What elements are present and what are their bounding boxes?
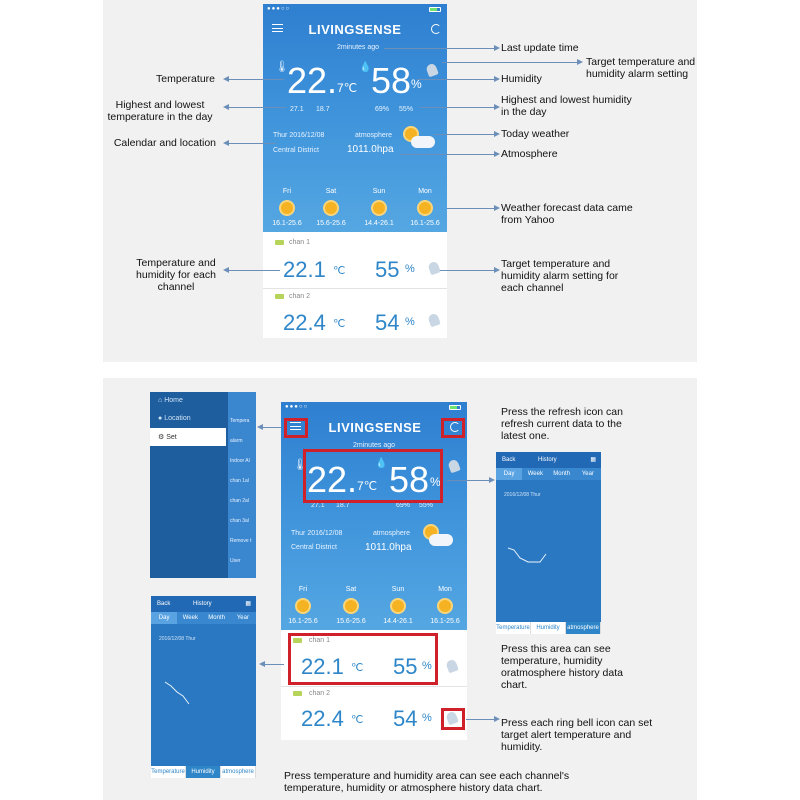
submenu-item[interactable]: chan 3al — [230, 518, 249, 524]
side-menu-item[interactable] — [150, 428, 226, 446]
submenu-item[interactable]: chan 1al — [230, 478, 249, 484]
channel-hum[interactable]: 55 — [393, 654, 418, 679]
channel-temp-unit: ℃ — [351, 662, 364, 674]
atmosphere-label: atmosphere — [373, 530, 410, 537]
brand-title: LIVINGSENSE — [308, 22, 402, 37]
highlight-readings — [303, 449, 443, 503]
tab-day[interactable]: Day — [151, 612, 177, 624]
channel-bell-icon[interactable] — [427, 313, 441, 328]
forecast-day-label: Sun — [391, 586, 405, 593]
calendar-icon[interactable]: ▦ — [590, 457, 596, 463]
arrow-line — [226, 107, 286, 108]
humidity-value[interactable]: 58 — [389, 459, 430, 500]
channel-battery-icon — [275, 240, 284, 245]
forecast-day-label: Sat — [345, 586, 357, 593]
channel-battery-icon — [293, 691, 302, 696]
gear-icon: ⚙ — [158, 434, 167, 441]
forecast-day — [283, 586, 323, 625]
annotation-channel-alarm: Target temperature and humidity alarm setting for each channel — [501, 258, 619, 294]
annotation-calendar: Calendar and location — [113, 137, 216, 149]
annotation-humidity: Humidity — [501, 73, 542, 85]
submenu-item[interactable]: Remove t — [230, 538, 252, 544]
channel-name: chan 2 — [289, 293, 311, 300]
channel-bell-icon[interactable] — [427, 261, 441, 276]
highlight-bell — [441, 708, 465, 730]
channel-battery-icon — [275, 294, 284, 299]
forecast-day — [267, 188, 307, 227]
side-menu-item-label: Location — [164, 415, 191, 422]
annotation-forecast: Weather forecast data came from Yahoo — [501, 202, 633, 226]
arrow-line — [447, 480, 491, 481]
channel-bell-icon[interactable] — [445, 659, 459, 674]
side-menu-item[interactable] — [150, 410, 226, 428]
forecast-range: 15.6-25.6 — [336, 618, 366, 625]
channel-hum-unit: % — [422, 660, 432, 672]
submenu-item[interactable]: Indoor Al — [230, 458, 250, 464]
location-text: Central District — [291, 544, 337, 551]
hum-low: 55% — [399, 106, 414, 113]
divider — [281, 686, 467, 687]
calendar-icon[interactable]: ▦ — [245, 601, 251, 607]
tab-day[interactable]: Day — [496, 468, 522, 480]
channel-hum-unit: % — [405, 316, 415, 328]
arrow-line — [447, 208, 496, 209]
forecast-day-label: Mon — [438, 586, 452, 593]
submenu-item[interactable]: alarm — [230, 438, 243, 444]
atmosphere-value: 1011.0hpa — [365, 542, 412, 553]
arrow-head — [223, 104, 229, 110]
battery-icon — [429, 7, 441, 12]
highlight-refresh — [441, 418, 465, 438]
arrow-line — [400, 154, 496, 155]
arrow-head — [494, 267, 500, 273]
droplet-icon: 💧 — [375, 458, 388, 469]
temperature-unit: 7℃ — [337, 81, 358, 95]
droplet-icon: 💧 — [359, 62, 372, 73]
temperature-value[interactable]: 22. — [307, 459, 358, 500]
forecast-day — [311, 188, 351, 227]
tab-year[interactable]: Year — [581, 471, 594, 477]
channel-hum[interactable]: 55 — [375, 257, 400, 282]
history-line — [165, 682, 189, 704]
cloud-icon — [429, 534, 453, 546]
arrow-head — [489, 477, 495, 483]
history-header — [151, 596, 256, 612]
tab-temperature[interactable]: Temperature — [496, 622, 531, 634]
tab-week[interactable]: Week — [182, 615, 198, 621]
history-line — [508, 548, 546, 562]
annotation-refresh: Press the refresh icon can refresh current data to the latest one. — [501, 406, 623, 442]
channel-hum[interactable]: 54 — [393, 706, 418, 731]
battery-icon — [449, 405, 461, 410]
hum-low: 55% — [419, 502, 434, 509]
brand-title: LIVINGSENSE — [328, 420, 422, 435]
forecast-day — [405, 188, 445, 227]
forecast-day-label: Sun — [372, 188, 386, 195]
arrow-head — [257, 424, 263, 430]
atmosphere-label: atmosphere — [355, 132, 392, 139]
hum-high: 69% — [396, 502, 411, 509]
annotation-atmosphere: Atmosphere — [501, 148, 558, 160]
history-screen-right — [496, 452, 601, 634]
arrow-line — [440, 270, 496, 271]
temp-low: 18.7 — [316, 106, 330, 113]
tab-atmosphere[interactable]: atmosphere — [566, 622, 601, 634]
tab-week[interactable]: Week — [527, 471, 543, 477]
channel-temp[interactable]: 22.4 — [301, 706, 344, 731]
channel-name: chan 1 — [289, 239, 311, 246]
forecast-day-label: Fri — [282, 188, 292, 195]
forecast-range: 16.1-25.6 — [430, 618, 460, 625]
status-bar: ●●●○○ — [285, 404, 309, 410]
history-header — [496, 452, 601, 468]
channel-temp-unit: ℃ — [333, 265, 346, 277]
tab-year[interactable]: Year — [236, 615, 249, 621]
arrow-head — [223, 267, 229, 273]
forecast-range: 14.4-26.1 — [383, 618, 413, 625]
channel-list-top — [263, 232, 447, 338]
channel-hum-unit: % — [405, 263, 415, 275]
atmosphere-value: 1011.0hpa — [347, 144, 394, 155]
menu-icon[interactable] — [272, 24, 283, 32]
arrow-line — [417, 79, 496, 80]
annotation-bell: Press each ring bell icon can set target alert temperature and humidity. — [501, 717, 653, 753]
annotation-temperature: Temperature — [156, 73, 215, 85]
history-bottom-tabs — [151, 766, 256, 778]
arrow-line — [384, 48, 496, 49]
arrow-head — [494, 131, 500, 137]
tab-humidity[interactable]: Humidity — [186, 766, 221, 778]
arrow-head — [494, 76, 500, 82]
annotation-area-history: Press this area can see temperature, humidity oratmosphere history data chart. — [501, 643, 623, 691]
temp-low: 18.7 — [336, 502, 350, 509]
bell-icon[interactable] — [425, 63, 439, 78]
forecast-range: 15.6-25.6 — [316, 220, 346, 227]
tab-temperature[interactable]: Temperature — [151, 766, 186, 778]
history-tabs — [151, 612, 256, 624]
forecast-range: 14.4-26.1 — [364, 220, 394, 227]
side-menu-item-label: Set — [166, 434, 177, 441]
side-submenu — [228, 392, 256, 578]
humidity-unit: % — [411, 77, 422, 91]
channel-temp[interactable]: 22.1 — [283, 257, 326, 282]
channel-name: chan 1 — [309, 637, 331, 644]
channel-name: chan 2 — [309, 690, 331, 697]
thermometer-icon: 🌡 — [293, 459, 307, 471]
back-button[interactable]: Back — [502, 457, 516, 463]
history-date: 2016/12/08 Thur — [159, 636, 196, 642]
arrow-head — [223, 76, 229, 82]
channel-hum-unit: % — [422, 712, 432, 724]
submenu-item[interactable]: chan 2al — [230, 498, 249, 504]
highlight-channel — [288, 633, 438, 685]
hum-high: 69% — [375, 106, 390, 113]
refresh-icon[interactable] — [431, 24, 441, 34]
tab-month[interactable]: Month — [208, 615, 225, 621]
humidity-value[interactable]: 58 — [371, 60, 412, 101]
sun-icon — [439, 600, 451, 612]
last-update: 2minutes ago — [337, 44, 380, 51]
bell-icon[interactable] — [447, 459, 461, 474]
arrow-line — [226, 79, 284, 80]
sun-icon — [392, 600, 404, 612]
channel-temp[interactable]: 22.1 — [301, 654, 344, 679]
arrow-line — [226, 143, 276, 144]
tab-atmosphere[interactable]: atmosphere — [221, 766, 256, 778]
forecast-day-label: Mon — [418, 188, 432, 195]
sun-icon — [419, 202, 431, 214]
status-bar: ●●●○○ — [267, 6, 291, 12]
history-chart — [155, 656, 252, 756]
sun-icon — [373, 202, 385, 214]
annotation-footer: Press temperature and humidity area can see each channel's temperature, humidity or atmosphere history data chart. — [284, 770, 570, 794]
forecast-range: 16.1-25.6 — [410, 220, 440, 227]
temp-high: 27.1 — [311, 502, 325, 509]
humidity-unit: % — [430, 475, 441, 489]
side-menu-item-label: Home — [164, 397, 183, 404]
history-screen-left — [151, 596, 256, 778]
history-date: 2016/12/08 Thur — [504, 492, 541, 498]
date-text: Thur 2016/12/08 — [273, 132, 325, 139]
arrow-head — [494, 151, 500, 157]
cloud-icon — [411, 136, 435, 148]
annotation-last-update: Last update time — [501, 42, 579, 54]
sun-icon — [297, 600, 309, 612]
tab-month[interactable]: Month — [553, 471, 570, 477]
back-button[interactable]: Back — [157, 601, 171, 607]
forecast-day — [378, 586, 418, 625]
forecast-day-label: Fri — [298, 586, 308, 593]
arrow-head — [494, 104, 500, 110]
temperature-value[interactable]: 22. — [287, 60, 338, 101]
forecast-range: 16.1-25.6 — [288, 618, 318, 625]
arrow-line — [442, 62, 580, 63]
temp-high: 27.1 — [290, 106, 304, 113]
history-bottom-tabs — [496, 622, 601, 634]
arrow-line — [262, 664, 284, 665]
side-menu-screen — [150, 392, 256, 578]
submenu-item[interactable]: Tempera — [230, 418, 250, 424]
thermometer-icon: 🌡 — [275, 61, 289, 73]
history-title: History — [193, 601, 212, 607]
main-phone-bottom — [281, 402, 467, 630]
history-tabs — [496, 468, 601, 480]
channel-temp-unit: ℃ — [351, 714, 364, 726]
divider — [263, 288, 447, 289]
arrow-line — [434, 134, 496, 135]
location-icon: ● — [158, 415, 165, 422]
location-text: Central District — [273, 147, 319, 154]
channel-temp[interactable]: 22.4 — [283, 310, 326, 335]
sun-icon — [345, 600, 357, 612]
channel-hum[interactable]: 54 — [375, 310, 400, 335]
home-icon: ⌂ — [158, 397, 165, 404]
annotation-today-weather: Today weather — [501, 128, 570, 140]
arrow-head — [494, 45, 500, 51]
history-chart — [500, 512, 597, 612]
submenu-item[interactable]: User — [230, 558, 241, 564]
arrow-line — [466, 719, 496, 720]
forecast-day — [359, 188, 399, 227]
annotation-high-low-hum: Highest and lowest humidity in the day — [501, 94, 632, 118]
forecast-day-label: Sat — [325, 188, 337, 195]
arrow-line — [420, 107, 496, 108]
tab-humidity[interactable]: Humidity — [531, 622, 566, 634]
sun-icon — [325, 202, 337, 214]
arrow-head — [259, 661, 265, 667]
date-text: Thur 2016/12/08 — [291, 530, 343, 537]
annotation-target-alarm: Target temperature and humidity alarm setting — [586, 56, 696, 80]
forecast-day — [425, 586, 465, 625]
arrow-head — [494, 716, 500, 722]
main-phone-top — [263, 4, 447, 232]
last-update: 2minutes ago — [353, 442, 396, 449]
highlight-menu — [284, 418, 308, 438]
arrow-head — [494, 205, 500, 211]
history-title: History — [538, 457, 557, 463]
forecast-day — [331, 586, 371, 625]
arrow-head — [223, 140, 229, 146]
arrow-head — [577, 59, 583, 65]
side-menu-item[interactable] — [150, 392, 226, 410]
channel-temp-unit: ℃ — [333, 318, 346, 330]
forecast-range: 16.1-25.6 — [272, 220, 302, 227]
annotation-high-low-temp: Highest and lowest temperature in the day — [107, 99, 213, 123]
sun-icon — [281, 202, 293, 214]
temperature-unit: 7℃ — [357, 479, 378, 493]
annotation-channel-data: Temperature and humidity for each channel — [136, 257, 216, 293]
arrow-line — [226, 270, 280, 271]
